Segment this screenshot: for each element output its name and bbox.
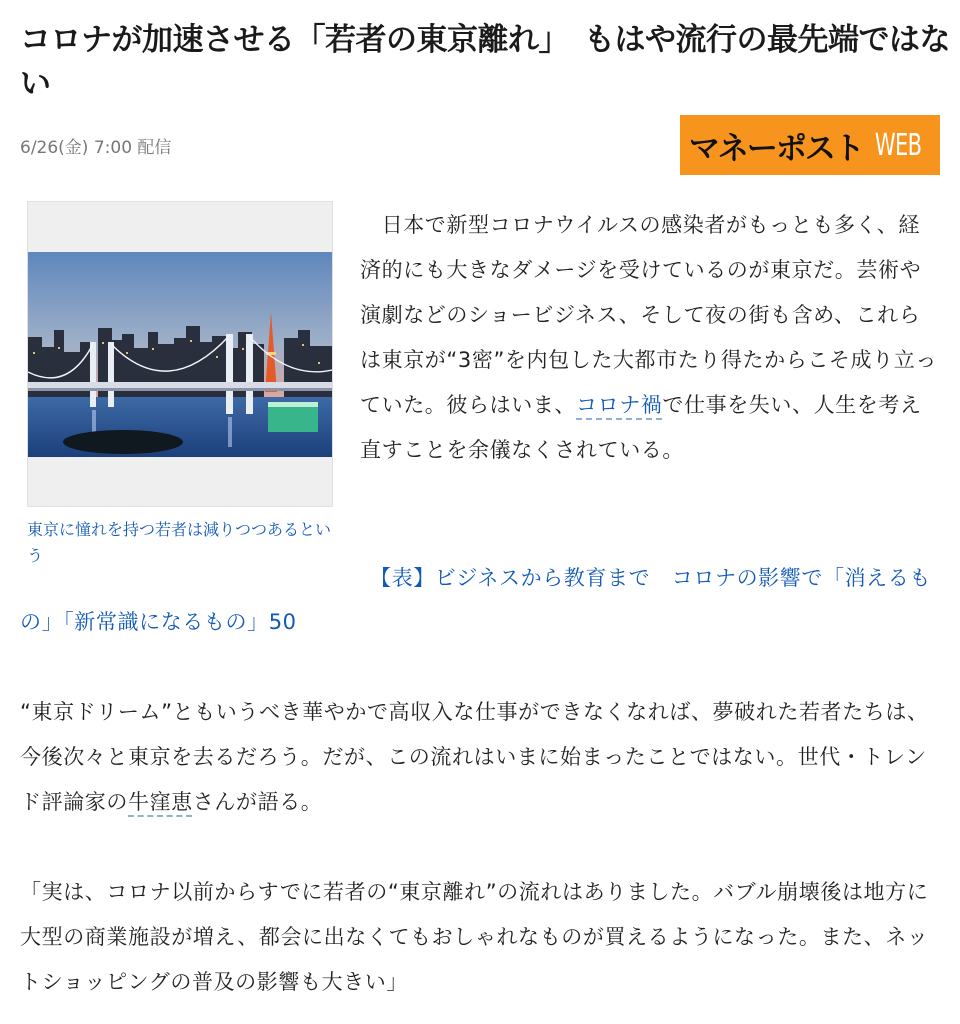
lead-text-after: で仕事を失い、人生を考え直すことを余儀なくされている。 (360, 393, 922, 462)
publish-dateline: 6/26(金) 7:00 配信 (20, 138, 172, 158)
related-article-link[interactable]: 【表】ビジネスから教育まで コロナの影響で「消えるもの」「新常識になるもの」50 (20, 566, 931, 634)
figure-caption[interactable]: 東京に憧れを持つ若者は減りつつあるという (27, 520, 332, 565)
publisher-logo-sub: WEB (874, 127, 922, 163)
article-title: コロナが加速させる「若者の東京離れ」 もはや流行の最先端ではない (20, 22, 950, 102)
body-paragraph-1 (20, 690, 945, 825)
person-name-link[interactable]: 牛窪恵 (128, 790, 193, 814)
tokyo-rainbow-bridge-photo[interactable] (28, 252, 332, 457)
corona-keyword-link[interactable]: コロナ禍 (576, 393, 663, 417)
lead-paragraph (360, 203, 940, 473)
publisher-logo[interactable] (680, 115, 940, 175)
para1-text-after: さんが語る。 (192, 790, 323, 814)
lead-text-before: 日本で新型コロナウイルスの感染者がもっとも多く、経済的にも大きなダメージを受けているのが東京だ。芸術や演劇などのショービジネス、そして夜の街も含め、これらは東京が“3密”を内包した大都市たり得たからこそ成り立っていた。彼らはいま、 (360, 213, 937, 417)
article-figure[interactable] (27, 201, 333, 507)
body-paragraph-2: 「実は、コロナ以前からすでに若者の“東京離れ”の流れはありました。バブル崩壊後は地方に大型の商業施設が増え、都会に出なくてもおしゃれなものが買えるようになった。また、ネットショッピングの普及の影響も大きい」 (20, 880, 929, 994)
publisher-logo-main: マネーポスト (688, 130, 863, 167)
para1-text-before: “東京ドリーム”ともいうべき華やかで高収入な仕事ができなくなれば、夢破れた若者たちは、今後次々と東京を去るだろう。だが、この流れはいまに始まったことではない。世代・トレンド評論家の (20, 700, 929, 814)
